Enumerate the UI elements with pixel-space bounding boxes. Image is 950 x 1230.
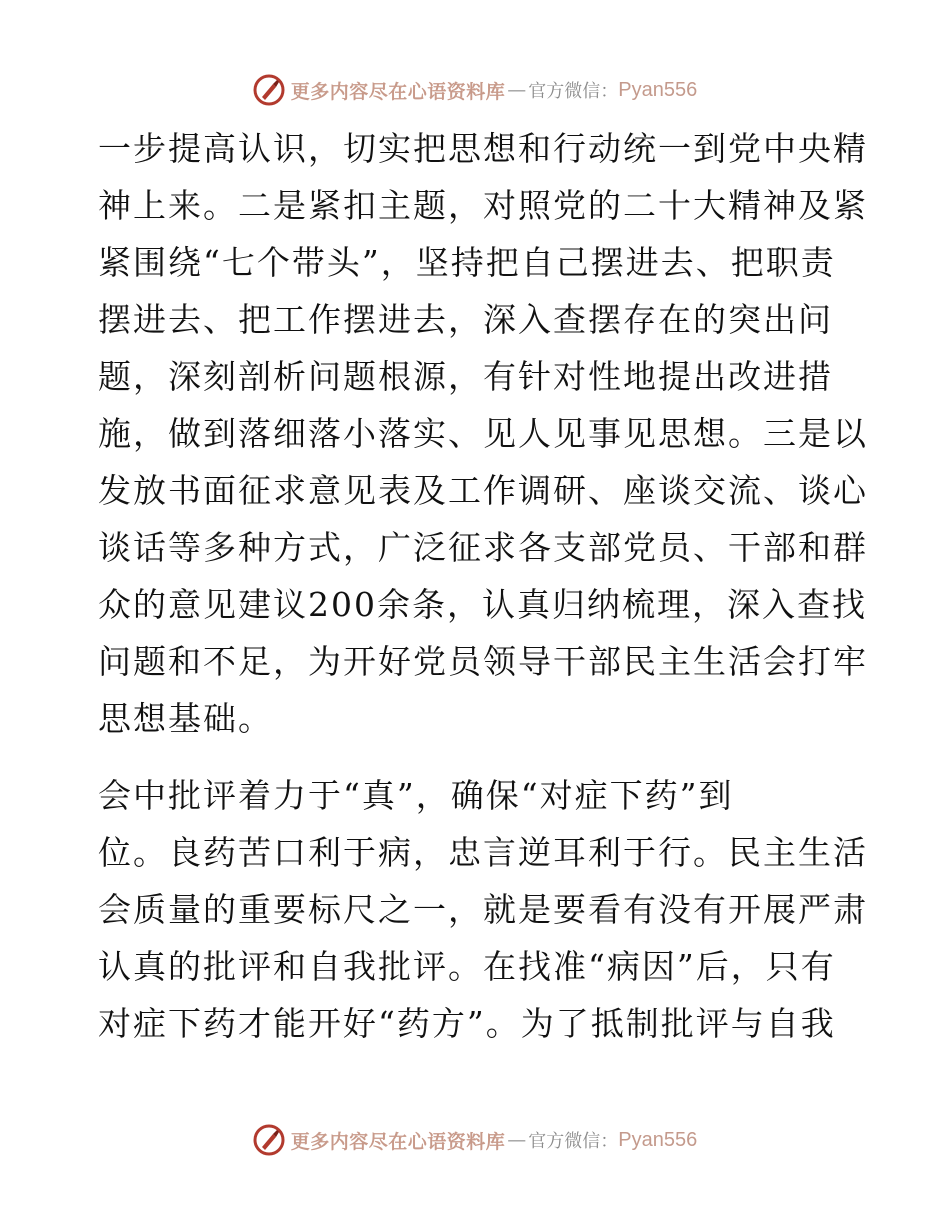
text-line: 认真的批评和自我批评。在找准“病因”后，只有 xyxy=(98,947,836,986)
paragraph xyxy=(98,767,868,1052)
text-line: 题，深刻剖析问题根源，有针对性地提出改进措 xyxy=(98,357,833,396)
watermark-separator: — xyxy=(507,79,527,101)
text-line: 摆进去、把工作摆进去，深入查摆存在的突出问 xyxy=(98,300,833,339)
text-line: 位。良药苦口利于病，忠言逆耳利于行。民主生活 xyxy=(98,833,868,872)
document-body xyxy=(98,120,868,1052)
watermark-label: 官方微信： xyxy=(528,81,619,102)
header-watermark xyxy=(0,70,950,110)
text-line: 神上来。二是紧扣主题，对照党的二十大精神及紧 xyxy=(98,186,868,225)
watermark-separator: — xyxy=(507,1129,527,1151)
footer-watermark xyxy=(0,1120,950,1160)
watermark-text: 更多内容尽在心语资料库 xyxy=(290,1130,506,1153)
watermark-text: 更多内容尽在心语资料库 xyxy=(290,80,506,103)
text-line: 谈话等多种方式，广泛征求各支部党员、干部和群 xyxy=(98,528,868,567)
text-line: 紧围绕“七个带头”，坚持把自己摆进去、把职责 xyxy=(98,243,836,282)
text-line: 问题和不足，为开好党员领导干部民主生活会打牢 xyxy=(98,642,868,681)
text-line: 会中批评着力于“真”，确保“对症下药”到 xyxy=(98,776,734,815)
watermark-handle: Pyan556 xyxy=(618,78,698,101)
watermark-label: 官方微信： xyxy=(528,1131,619,1152)
text-line: 一步提高认识，切实把思想和行动统一到党中央精 xyxy=(98,129,868,168)
pen-logo-icon xyxy=(253,1124,285,1156)
text-line: 思想基础。 xyxy=(98,699,273,738)
text-line: 对症下药才能开好“药方”。为了抵制批评与自我 xyxy=(98,1004,836,1043)
text-line: 众的意见建议200余条，认真归纳梳理，深入查找 xyxy=(98,585,867,624)
pen-logo-icon xyxy=(253,74,285,106)
text-line: 会质量的重要标尺之一，就是要看有没有开展严肃 xyxy=(98,890,868,929)
text-line: 施，做到落细落小落实、见人见事见思想。三是以 xyxy=(98,414,868,453)
paragraph xyxy=(98,120,868,747)
watermark-handle: Pyan556 xyxy=(618,1128,698,1151)
text-line: 发放书面征求意见表及工作调研、座谈交流、谈心 xyxy=(98,471,868,510)
